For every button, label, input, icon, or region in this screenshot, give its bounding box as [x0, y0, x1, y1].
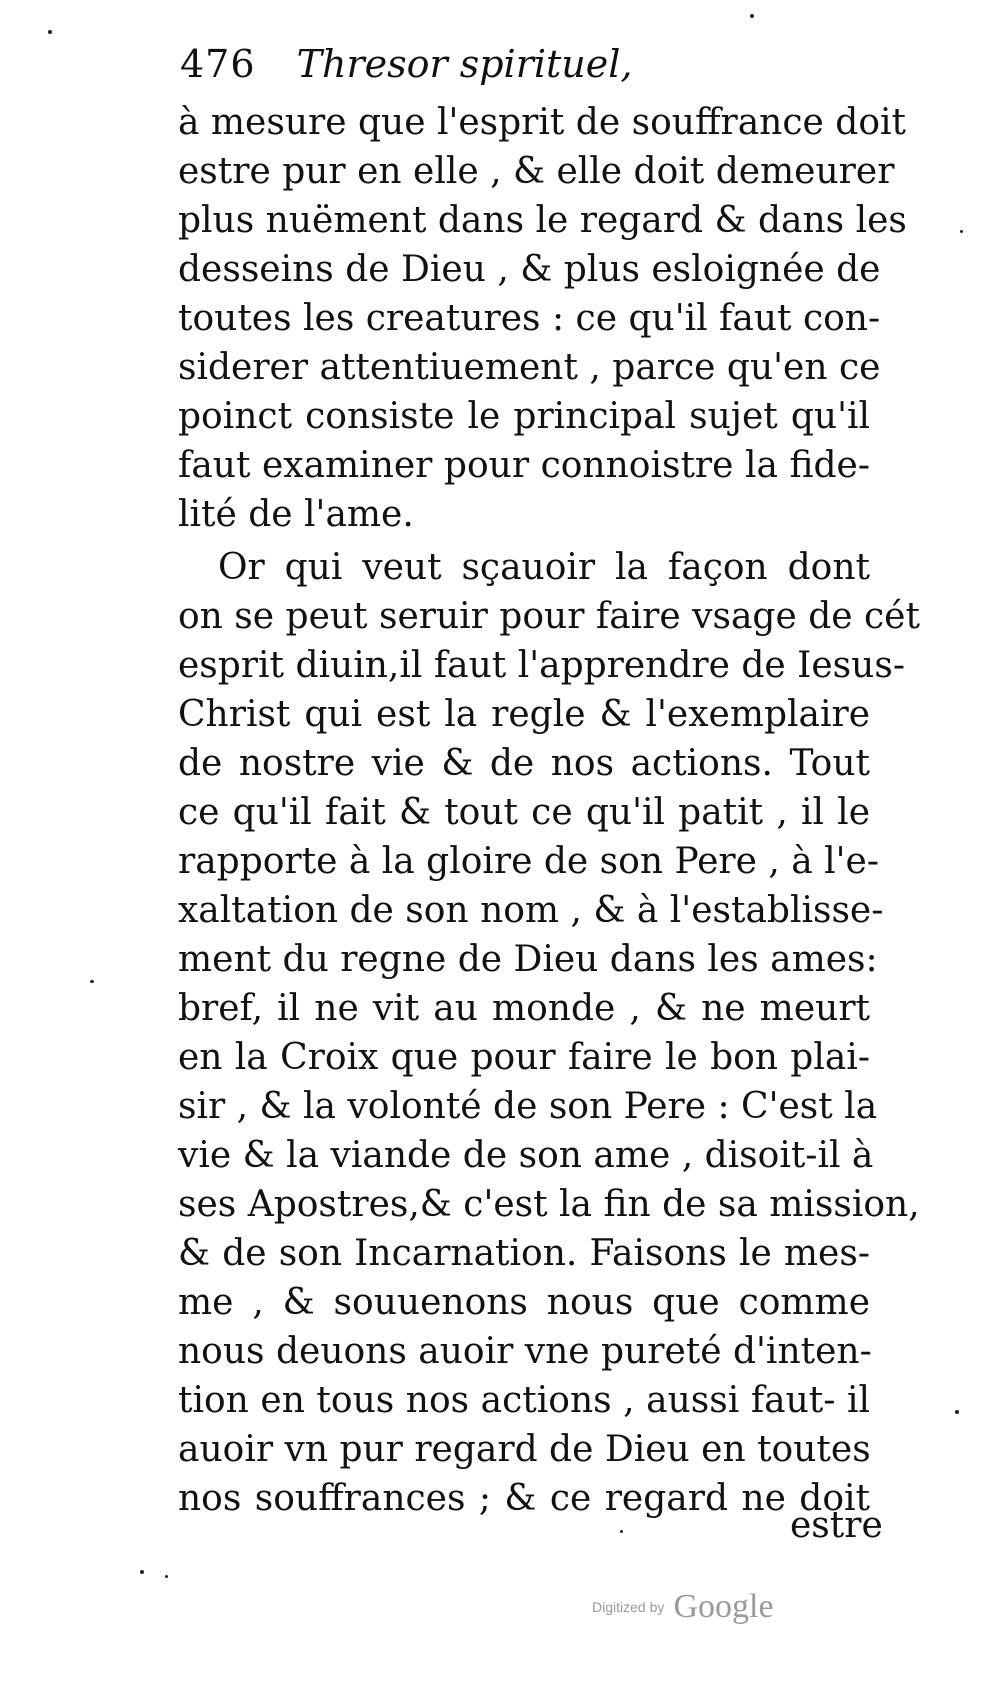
text-line: vie & la viande de son ame , disoit-il à [178, 1135, 874, 1176]
text-line: rapporte à la gloire de son Pere , à l'e- [178, 841, 879, 882]
scan-speck [750, 14, 754, 18]
text-line: desseins de Dieu , & plus esloignée de [178, 249, 881, 290]
watermark-digitized-text: Digitized by [592, 1599, 665, 1615]
text-line: ment du regne de Dieu dans les ames: [178, 939, 878, 980]
digitized-watermark [592, 1588, 774, 1626]
watermark-brand-text: Google [673, 1588, 774, 1625]
scan-speck [620, 1530, 623, 1533]
text-line: Or qui veut sçauoir la façon dont [218, 547, 870, 588]
scan-speck [960, 230, 963, 233]
text-line: ses Apostres,& c'est la fin de sa mission, [178, 1184, 920, 1225]
scan-speck [90, 980, 94, 983]
page-header [180, 42, 740, 102]
text-line: xaltation de son nom , & à l'establisse- [178, 890, 884, 931]
text-line: toutes les creatures : ce qu'il faut con- [178, 298, 881, 339]
text-line: & de son Incarnation. Faisons le mes- [178, 1233, 870, 1274]
catchword: estre [790, 1505, 883, 1546]
text-line: de nostre vie & de nos actions. Tout [178, 743, 870, 784]
text-line: on se peut seruir pour faire vsage de cét [178, 596, 920, 637]
scan-speck [140, 1570, 144, 1574]
scan-speck [955, 1410, 959, 1414]
body-text [178, 98, 920, 1523]
text-line: sir , & la volonté de son Pere : C'est la [178, 1086, 878, 1127]
text-line: tion en tous nos actions , aussi faut- il [178, 1380, 870, 1421]
text-line: poinct consiste le principal sujet qu'il [178, 396, 870, 437]
text-line: nous deuons auoir vne pureté d'inten- [178, 1331, 872, 1372]
text-line: siderer attentiuement , parce qu'en ce [178, 347, 881, 388]
text-line: estre pur en elle , & elle doit demeurer [178, 151, 895, 192]
text-line: ce qu'il fait & tout ce qu'il patit , il le [178, 792, 870, 833]
text-line: Christ qui est la regle & l'exemplaire [178, 694, 870, 735]
scan-speck [165, 1575, 168, 1578]
text-line: esprit diuin,il faut l'apprendre de Iesus- [178, 645, 905, 686]
text-line: lité de l'ame. [178, 494, 414, 535]
text-line: plus nuëment dans le regard & dans les [178, 200, 907, 241]
running-title: Thresor spirituel, [296, 42, 633, 86]
text-line: nos souffrances ; & ce regard ne doit [178, 1478, 870, 1519]
page-number: 476 [180, 42, 256, 86]
text-line: faut examiner pour connoistre la fide- [178, 445, 870, 486]
text-line: auoir vn pur regard de Dieu en toutes [178, 1429, 871, 1470]
scan-speck [48, 30, 52, 34]
text-line: à mesure que l'esprit de souffrance doit [178, 102, 906, 143]
text-line: me , & souuenons nous que comme [178, 1282, 870, 1323]
text-line: en la Croix que pour faire le bon plai- [178, 1037, 870, 1078]
text-line: bref, il ne vit au monde , & ne meurt [178, 988, 870, 1029]
